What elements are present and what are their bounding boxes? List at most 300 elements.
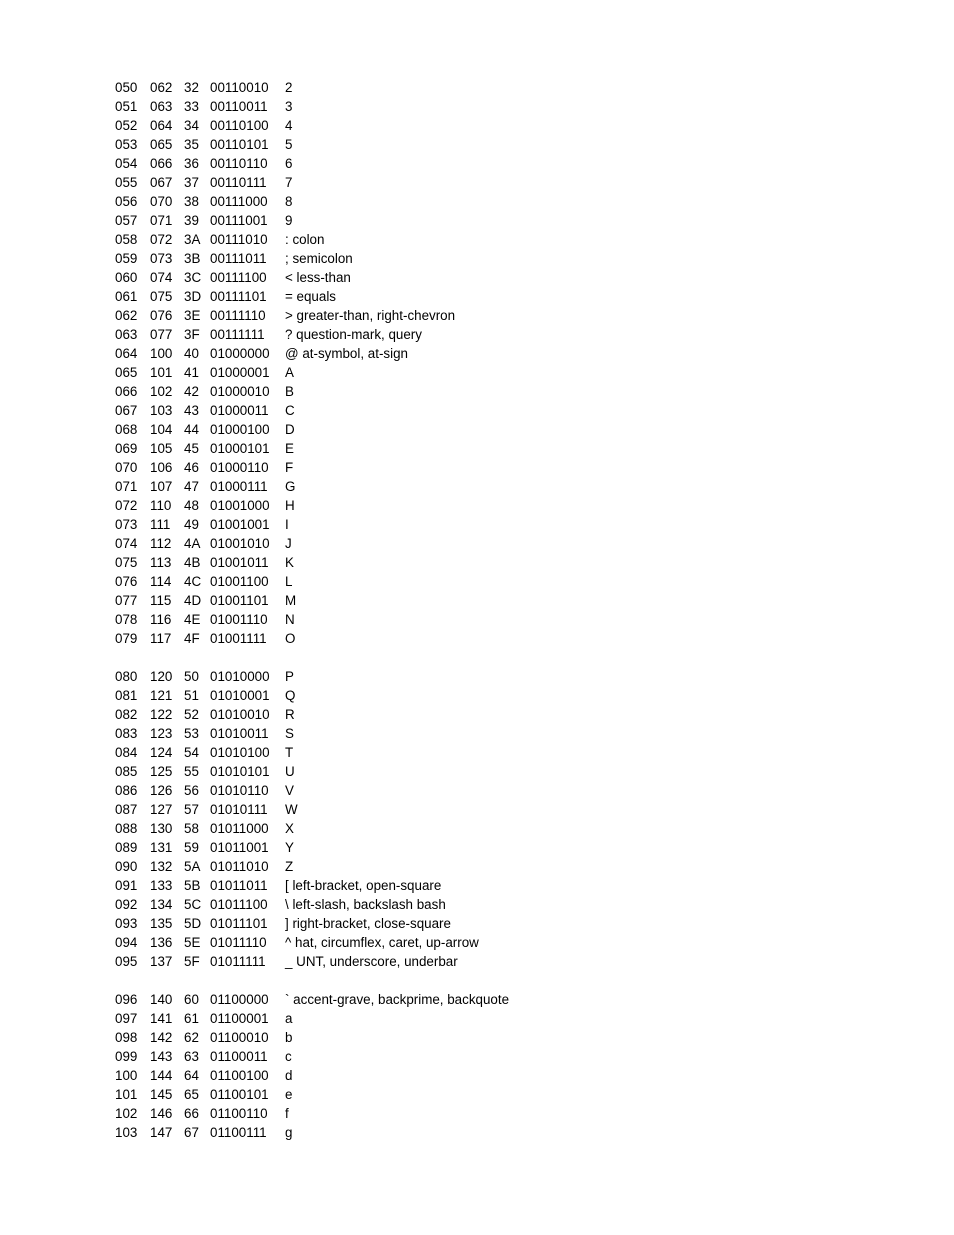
hex-cell: 36 bbox=[184, 156, 199, 171]
binary-cell: 01011100 bbox=[210, 897, 268, 912]
binary-cell: 01001111 bbox=[210, 631, 267, 646]
decimal-cell: 095 bbox=[115, 954, 138, 969]
binary-cell: 00111001 bbox=[210, 213, 268, 228]
octal-cell: 063 bbox=[150, 99, 173, 114]
binary-cell: 01010000 bbox=[210, 669, 270, 684]
table-row bbox=[115, 857, 895, 876]
character-cell: > greater-than, right-chevron bbox=[285, 308, 456, 323]
decimal-cell: 051 bbox=[115, 99, 138, 114]
character-cell: N bbox=[285, 612, 295, 627]
hex-cell: 5E bbox=[184, 935, 201, 950]
decimal-cell: 089 bbox=[115, 840, 138, 855]
octal-cell: 115 bbox=[150, 593, 172, 608]
octal-cell: 065 bbox=[150, 137, 173, 152]
table-row bbox=[115, 553, 895, 572]
binary-cell: 01000111 bbox=[210, 479, 268, 494]
table-row bbox=[115, 781, 895, 800]
decimal-cell: 081 bbox=[115, 688, 138, 703]
hex-cell: 3F bbox=[184, 327, 200, 342]
table-row bbox=[115, 914, 895, 933]
table-row bbox=[115, 1066, 895, 1085]
binary-cell: 01011101 bbox=[210, 916, 268, 931]
decimal-cell: 062 bbox=[115, 308, 138, 323]
hex-cell: 43 bbox=[184, 403, 199, 418]
character-cell: O bbox=[285, 631, 296, 646]
character-cell: 4 bbox=[285, 118, 293, 133]
octal-cell: 146 bbox=[150, 1106, 173, 1121]
hex-cell: 5F bbox=[184, 954, 200, 969]
character-cell: 8 bbox=[285, 194, 293, 209]
decimal-cell: 059 bbox=[115, 251, 138, 266]
character-cell: 7 bbox=[285, 175, 293, 190]
table-row bbox=[115, 1009, 895, 1028]
octal-cell: 126 bbox=[150, 783, 173, 798]
character-cell: T bbox=[285, 745, 294, 760]
hex-cell: 63 bbox=[184, 1049, 199, 1064]
binary-cell: 01010010 bbox=[210, 707, 270, 722]
octal-cell: 130 bbox=[150, 821, 173, 836]
table-row bbox=[115, 876, 895, 895]
octal-cell: 116 bbox=[150, 612, 172, 627]
character-cell: J bbox=[285, 536, 292, 551]
binary-cell: 01100000 bbox=[210, 992, 269, 1007]
character-cell: d bbox=[285, 1068, 293, 1083]
decimal-cell: 096 bbox=[115, 992, 138, 1007]
octal-cell: 123 bbox=[150, 726, 173, 741]
binary-cell: 01100001 bbox=[210, 1011, 269, 1026]
table-row bbox=[115, 895, 895, 914]
hex-cell: 3A bbox=[184, 232, 201, 247]
hex-cell: 3B bbox=[184, 251, 201, 266]
character-cell: U bbox=[285, 764, 295, 779]
table-row bbox=[115, 952, 895, 971]
binary-cell: 01001001 bbox=[210, 517, 270, 532]
octal-cell: 122 bbox=[150, 707, 173, 722]
character-cell: X bbox=[285, 821, 294, 836]
hex-cell: 58 bbox=[184, 821, 199, 836]
octal-cell: 072 bbox=[150, 232, 173, 247]
octal-cell: 124 bbox=[150, 745, 173, 760]
octal-cell: 131 bbox=[150, 840, 173, 855]
hex-cell: 51 bbox=[184, 688, 199, 703]
character-cell: S bbox=[285, 726, 294, 741]
table-row bbox=[115, 306, 895, 325]
table-row bbox=[115, 629, 895, 648]
binary-cell: 01001011 bbox=[210, 555, 269, 570]
decimal-cell: 058 bbox=[115, 232, 138, 247]
table-row bbox=[115, 1085, 895, 1104]
hex-cell: 57 bbox=[184, 802, 199, 817]
table-row bbox=[115, 686, 895, 705]
decimal-cell: 056 bbox=[115, 194, 138, 209]
character-cell: Z bbox=[285, 859, 294, 874]
octal-cell: 106 bbox=[150, 460, 173, 475]
group-gap bbox=[115, 971, 895, 990]
character-cell: : colon bbox=[285, 232, 325, 247]
character-cell: 5 bbox=[285, 137, 293, 152]
character-cell: 6 bbox=[285, 156, 293, 171]
table-row bbox=[115, 401, 895, 420]
table-row bbox=[115, 287, 895, 306]
decimal-cell: 060 bbox=[115, 270, 138, 285]
decimal-cell: 094 bbox=[115, 935, 138, 950]
decimal-cell: 098 bbox=[115, 1030, 138, 1045]
decimal-cell: 074 bbox=[115, 536, 138, 551]
character-cell: ^ hat, circumflex, caret, up-arrow bbox=[285, 935, 479, 950]
character-cell: f bbox=[285, 1106, 289, 1121]
binary-cell: 00110101 bbox=[210, 137, 269, 152]
character-cell: ] right-bracket, close-square bbox=[285, 916, 451, 931]
octal-cell: 125 bbox=[150, 764, 173, 779]
binary-cell: 01011010 bbox=[210, 859, 269, 874]
binary-cell: 01100100 bbox=[210, 1068, 269, 1083]
hex-cell: 46 bbox=[184, 460, 199, 475]
decimal-cell: 099 bbox=[115, 1049, 138, 1064]
table-row bbox=[115, 1123, 895, 1142]
hex-cell: 44 bbox=[184, 422, 199, 437]
decimal-cell: 087 bbox=[115, 802, 138, 817]
character-cell: [ left-bracket, open-square bbox=[285, 878, 442, 893]
hex-cell: 42 bbox=[184, 384, 199, 399]
octal-cell: 143 bbox=[150, 1049, 173, 1064]
binary-cell: 00111110 bbox=[210, 308, 266, 323]
binary-cell: 01010110 bbox=[210, 783, 269, 798]
octal-cell: 076 bbox=[150, 308, 173, 323]
octal-cell: 077 bbox=[150, 327, 173, 342]
table-row bbox=[115, 1028, 895, 1047]
table-row bbox=[115, 135, 895, 154]
character-cell: 2 bbox=[285, 80, 293, 95]
decimal-cell: 083 bbox=[115, 726, 138, 741]
hex-cell: 47 bbox=[184, 479, 199, 494]
binary-cell: 00111000 bbox=[210, 194, 268, 209]
octal-cell: 145 bbox=[150, 1087, 173, 1102]
binary-cell: 01010100 bbox=[210, 745, 270, 760]
table-row bbox=[115, 268, 895, 287]
table-row bbox=[115, 515, 895, 534]
decimal-cell: 077 bbox=[115, 593, 138, 608]
table-row bbox=[115, 230, 895, 249]
table-row bbox=[115, 211, 895, 230]
character-cell: 9 bbox=[285, 213, 293, 228]
decimal-cell: 064 bbox=[115, 346, 138, 361]
decimal-cell: 085 bbox=[115, 764, 138, 779]
binary-cell: 01100111 bbox=[210, 1125, 267, 1140]
decimal-cell: 063 bbox=[115, 327, 138, 342]
hex-cell: 4E bbox=[184, 612, 201, 627]
character-cell: K bbox=[285, 555, 294, 570]
table-row bbox=[115, 610, 895, 629]
character-cell: P bbox=[285, 669, 294, 684]
binary-cell: 00110100 bbox=[210, 118, 269, 133]
binary-cell: 01001101 bbox=[210, 593, 269, 608]
hex-cell: 53 bbox=[184, 726, 199, 741]
character-cell: < less-than bbox=[285, 270, 351, 285]
decimal-cell: 093 bbox=[115, 916, 138, 931]
group-gap bbox=[115, 648, 895, 667]
octal-cell: 073 bbox=[150, 251, 173, 266]
character-cell: E bbox=[285, 441, 294, 456]
decimal-cell: 097 bbox=[115, 1011, 138, 1026]
character-cell: 3 bbox=[285, 99, 293, 114]
character-cell: L bbox=[285, 574, 293, 589]
character-cell: Q bbox=[285, 688, 296, 703]
hex-cell: 59 bbox=[184, 840, 199, 855]
octal-cell: 110 bbox=[150, 498, 172, 513]
table-row bbox=[115, 496, 895, 515]
table-row bbox=[115, 933, 895, 952]
binary-cell: 00111111 bbox=[210, 327, 265, 342]
decimal-cell: 055 bbox=[115, 175, 138, 190]
binary-cell: 00111011 bbox=[210, 251, 267, 266]
octal-cell: 111 bbox=[150, 517, 171, 532]
octal-cell: 067 bbox=[150, 175, 173, 190]
decimal-cell: 102 bbox=[115, 1106, 138, 1121]
octal-cell: 134 bbox=[150, 897, 173, 912]
binary-cell: 01001010 bbox=[210, 536, 270, 551]
hex-cell: 4C bbox=[184, 574, 202, 589]
table-row bbox=[115, 439, 895, 458]
octal-cell: 102 bbox=[150, 384, 173, 399]
character-cell: ` accent-grave, backprime, backquote bbox=[285, 992, 510, 1007]
table-row bbox=[115, 78, 895, 97]
decimal-cell: 052 bbox=[115, 118, 138, 133]
decimal-cell: 054 bbox=[115, 156, 138, 171]
hex-cell: 5C bbox=[184, 897, 202, 912]
binary-cell: 00110011 bbox=[210, 99, 268, 114]
table-row bbox=[115, 591, 895, 610]
binary-cell: 01001000 bbox=[210, 498, 270, 513]
character-cell: M bbox=[285, 593, 297, 608]
decimal-cell: 079 bbox=[115, 631, 138, 646]
table-row bbox=[115, 477, 895, 496]
table-row bbox=[115, 1104, 895, 1123]
character-cell: \ left-slash, backslash bash bbox=[285, 897, 446, 912]
character-cell: B bbox=[285, 384, 294, 399]
binary-cell: 01100101 bbox=[210, 1087, 269, 1102]
table-row bbox=[115, 534, 895, 553]
hex-cell: 52 bbox=[184, 707, 199, 722]
hex-cell: 60 bbox=[184, 992, 199, 1007]
character-cell: V bbox=[285, 783, 294, 798]
hex-cell: 34 bbox=[184, 118, 199, 133]
binary-cell: 00110010 bbox=[210, 80, 269, 95]
decimal-cell: 101 bbox=[115, 1087, 138, 1102]
table-row bbox=[115, 458, 895, 477]
decimal-cell: 073 bbox=[115, 517, 138, 532]
decimal-cell: 065 bbox=[115, 365, 138, 380]
character-cell: g bbox=[285, 1125, 293, 1140]
decimal-cell: 061 bbox=[115, 289, 138, 304]
decimal-cell: 057 bbox=[115, 213, 138, 228]
octal-cell: 135 bbox=[150, 916, 173, 931]
table-row bbox=[115, 420, 895, 439]
table-row bbox=[115, 667, 895, 686]
binary-cell: 01010011 bbox=[210, 726, 269, 741]
binary-cell: 00111010 bbox=[210, 232, 268, 247]
binary-cell: 01000001 bbox=[210, 365, 270, 380]
hex-cell: 4D bbox=[184, 593, 202, 608]
binary-cell: 01000000 bbox=[210, 346, 270, 361]
hex-cell: 41 bbox=[184, 365, 199, 380]
decimal-cell: 084 bbox=[115, 745, 138, 760]
binary-cell: 01011001 bbox=[210, 840, 269, 855]
character-cell: c bbox=[285, 1049, 292, 1064]
decimal-cell: 070 bbox=[115, 460, 138, 475]
octal-cell: 136 bbox=[150, 935, 173, 950]
decimal-cell: 082 bbox=[115, 707, 138, 722]
binary-cell: 00111100 bbox=[210, 270, 267, 285]
octal-cell: 075 bbox=[150, 289, 173, 304]
character-cell: G bbox=[285, 479, 296, 494]
binary-cell: 01100110 bbox=[210, 1106, 268, 1121]
ascii-table bbox=[115, 78, 895, 1142]
octal-cell: 113 bbox=[150, 555, 172, 570]
hex-cell: 35 bbox=[184, 137, 199, 152]
octal-cell: 103 bbox=[150, 403, 173, 418]
hex-cell: 65 bbox=[184, 1087, 199, 1102]
decimal-cell: 080 bbox=[115, 669, 138, 684]
octal-cell: 121 bbox=[150, 688, 173, 703]
decimal-cell: 053 bbox=[115, 137, 138, 152]
hex-cell: 4B bbox=[184, 555, 201, 570]
hex-cell: 4A bbox=[184, 536, 201, 551]
table-row bbox=[115, 838, 895, 857]
character-cell: Y bbox=[285, 840, 294, 855]
hex-cell: 48 bbox=[184, 498, 199, 513]
decimal-cell: 090 bbox=[115, 859, 138, 874]
binary-cell: 01010101 bbox=[210, 764, 270, 779]
hex-cell: 5B bbox=[184, 878, 201, 893]
binary-cell: 01011111 bbox=[210, 954, 266, 969]
character-cell: W bbox=[285, 802, 298, 817]
hex-cell: 32 bbox=[184, 80, 199, 95]
table-row bbox=[115, 743, 895, 762]
hex-cell: 61 bbox=[184, 1011, 199, 1026]
binary-cell: 01000110 bbox=[210, 460, 269, 475]
hex-cell: 4F bbox=[184, 631, 200, 646]
decimal-cell: 086 bbox=[115, 783, 138, 798]
binary-cell: 01010111 bbox=[210, 802, 268, 817]
hex-cell: 45 bbox=[184, 441, 199, 456]
hex-cell: 37 bbox=[184, 175, 199, 190]
octal-cell: 070 bbox=[150, 194, 173, 209]
decimal-cell: 066 bbox=[115, 384, 138, 399]
character-cell: D bbox=[285, 422, 295, 437]
hex-cell: 67 bbox=[184, 1125, 199, 1140]
hex-cell: 55 bbox=[184, 764, 199, 779]
octal-cell: 142 bbox=[150, 1030, 173, 1045]
octal-cell: 112 bbox=[150, 536, 172, 551]
decimal-cell: 103 bbox=[115, 1125, 138, 1140]
decimal-cell: 069 bbox=[115, 441, 138, 456]
character-cell: = equals bbox=[285, 289, 336, 304]
table-row bbox=[115, 363, 895, 382]
decimal-cell: 076 bbox=[115, 574, 138, 589]
character-cell: C bbox=[285, 403, 295, 418]
table-row bbox=[115, 819, 895, 838]
octal-cell: 104 bbox=[150, 422, 173, 437]
hex-cell: 54 bbox=[184, 745, 199, 760]
character-cell: ; semicolon bbox=[285, 251, 353, 266]
table-row bbox=[115, 990, 895, 1009]
octal-cell: 114 bbox=[150, 574, 172, 589]
character-cell: F bbox=[285, 460, 294, 475]
octal-cell: 144 bbox=[150, 1068, 173, 1083]
octal-cell: 141 bbox=[150, 1011, 173, 1026]
table-row bbox=[115, 382, 895, 401]
octal-cell: 117 bbox=[150, 631, 172, 646]
hex-cell: 38 bbox=[184, 194, 199, 209]
binary-cell: 01100011 bbox=[210, 1049, 268, 1064]
table-row bbox=[115, 249, 895, 268]
character-cell: b bbox=[285, 1030, 293, 1045]
binary-cell: 01000010 bbox=[210, 384, 270, 399]
hex-cell: 50 bbox=[184, 669, 199, 684]
octal-cell: 062 bbox=[150, 80, 173, 95]
binary-cell: 01000100 bbox=[210, 422, 270, 437]
binary-cell: 01000011 bbox=[210, 403, 269, 418]
binary-cell: 01100010 bbox=[210, 1030, 269, 1045]
decimal-cell: 088 bbox=[115, 821, 138, 836]
hex-cell: 66 bbox=[184, 1106, 199, 1121]
character-cell: ? question-mark, query bbox=[285, 327, 422, 342]
octal-cell: 105 bbox=[150, 441, 173, 456]
binary-cell: 01011000 bbox=[210, 821, 269, 836]
hex-cell: 49 bbox=[184, 517, 199, 532]
table-row bbox=[115, 192, 895, 211]
binary-cell: 00110110 bbox=[210, 156, 268, 171]
table-row bbox=[115, 1047, 895, 1066]
octal-cell: 100 bbox=[150, 346, 173, 361]
decimal-cell: 092 bbox=[115, 897, 138, 912]
octal-cell: 127 bbox=[150, 802, 173, 817]
decimal-cell: 078 bbox=[115, 612, 138, 627]
character-cell: I bbox=[285, 517, 289, 532]
table-row bbox=[115, 97, 895, 116]
binary-cell: 01011011 bbox=[210, 878, 268, 893]
octal-cell: 101 bbox=[150, 365, 173, 380]
octal-cell: 074 bbox=[150, 270, 173, 285]
hex-cell: 40 bbox=[184, 346, 199, 361]
hex-cell: 62 bbox=[184, 1030, 199, 1045]
octal-cell: 147 bbox=[150, 1125, 173, 1140]
decimal-cell: 072 bbox=[115, 498, 138, 513]
character-cell: a bbox=[285, 1011, 293, 1026]
octal-cell: 071 bbox=[150, 213, 173, 228]
binary-cell: 01010001 bbox=[210, 688, 270, 703]
binary-cell: 01001110 bbox=[210, 612, 268, 627]
table-row bbox=[115, 344, 895, 363]
binary-cell: 01000101 bbox=[210, 441, 270, 456]
decimal-cell: 100 bbox=[115, 1068, 138, 1083]
decimal-cell: 050 bbox=[115, 80, 138, 95]
decimal-cell: 091 bbox=[115, 878, 138, 893]
table-row bbox=[115, 705, 895, 724]
octal-cell: 133 bbox=[150, 878, 173, 893]
octal-cell: 064 bbox=[150, 118, 173, 133]
hex-cell: 56 bbox=[184, 783, 199, 798]
hex-cell: 64 bbox=[184, 1068, 199, 1083]
octal-cell: 066 bbox=[150, 156, 173, 171]
decimal-cell: 068 bbox=[115, 422, 138, 437]
binary-cell: 01001100 bbox=[210, 574, 269, 589]
hex-cell: 39 bbox=[184, 213, 199, 228]
hex-cell: 5A bbox=[184, 859, 201, 874]
hex-cell: 5D bbox=[184, 916, 202, 931]
decimal-cell: 071 bbox=[115, 479, 138, 494]
octal-cell: 120 bbox=[150, 669, 173, 684]
